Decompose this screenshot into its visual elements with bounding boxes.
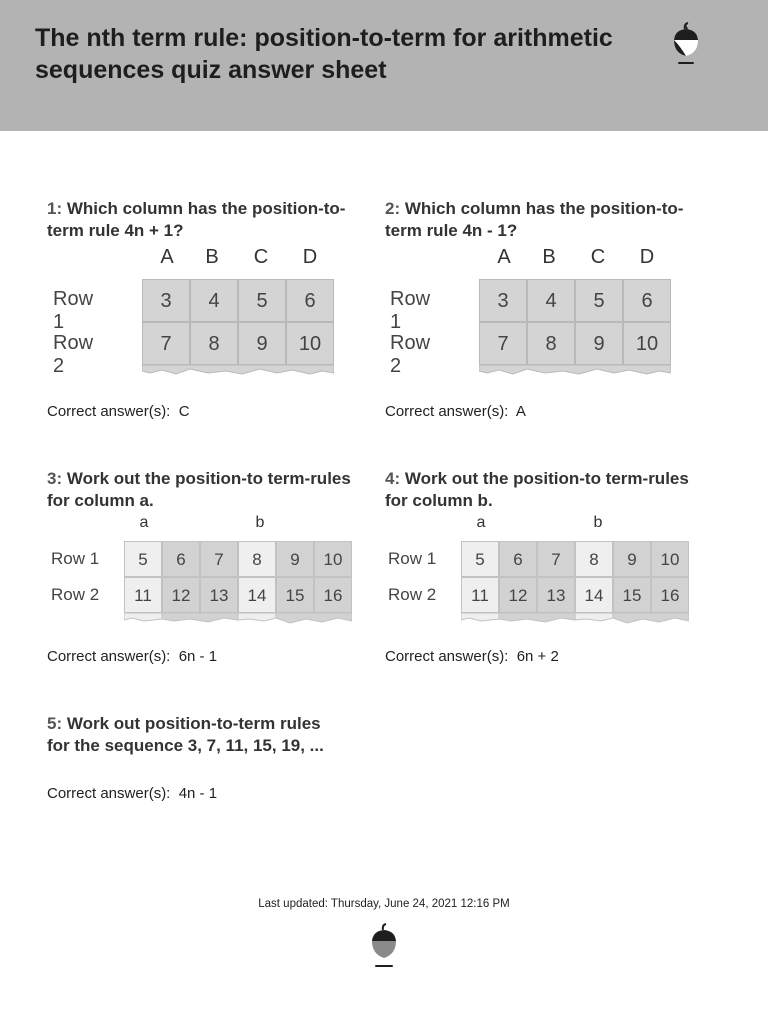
row-label: Row 2 bbox=[390, 332, 431, 377]
table-cell: 12 bbox=[499, 577, 537, 613]
table-cell: 9 bbox=[575, 322, 623, 365]
column-header: b bbox=[593, 514, 603, 531]
table-cell: 5 bbox=[238, 279, 286, 322]
table-cell: 4 bbox=[190, 279, 238, 322]
table-cell: 7 bbox=[142, 322, 190, 365]
question-number: 5: bbox=[47, 714, 63, 733]
column-header: a bbox=[139, 514, 149, 531]
correct-answer: Correct answer(s): 4n - 1 bbox=[47, 785, 218, 802]
table-cell: 10 bbox=[314, 541, 352, 577]
table-cell: 13 bbox=[537, 577, 575, 613]
torn-edge bbox=[461, 613, 689, 625]
row-label: Row 2 bbox=[51, 585, 100, 604]
row-label: Row 2 bbox=[53, 332, 94, 377]
header-banner bbox=[0, 0, 768, 131]
table-cell: 6 bbox=[623, 279, 671, 322]
correct-answer: Correct answer(s): 6n + 2 bbox=[385, 648, 559, 665]
table-cell: 10 bbox=[286, 322, 334, 365]
question-number: 1: bbox=[47, 199, 63, 218]
table-cell: 7 bbox=[479, 322, 527, 365]
correct-answer: Correct answer(s): 6n - 1 bbox=[47, 648, 218, 665]
table-cell: 15 bbox=[613, 577, 651, 613]
column-header: B bbox=[542, 246, 556, 268]
column-header: D bbox=[302, 246, 318, 268]
question-number: 4: bbox=[385, 469, 401, 488]
table-cell: 8 bbox=[190, 322, 238, 365]
question-5-text bbox=[47, 713, 347, 757]
question-3-text bbox=[47, 468, 357, 512]
column-header: b bbox=[255, 514, 265, 531]
table-cell: 15 bbox=[276, 577, 314, 613]
question-prompt: Work out the position-to term-rules for column a. bbox=[47, 469, 351, 510]
question-1-text bbox=[47, 198, 367, 242]
column-header: D bbox=[639, 246, 655, 268]
table-cell: 14 bbox=[575, 577, 613, 613]
column-header: A bbox=[160, 246, 174, 268]
table-cell: 9 bbox=[276, 541, 314, 577]
row-label: Row 1 bbox=[53, 288, 94, 333]
acorn-icon bbox=[367, 922, 401, 970]
table-cell: 8 bbox=[575, 541, 613, 577]
correct-answer: Correct answer(s): A bbox=[385, 403, 526, 420]
acorn-icon bbox=[669, 22, 703, 66]
table-cell: 5 bbox=[461, 541, 499, 577]
row-label: Row 1 bbox=[388, 549, 437, 568]
table-cell: 10 bbox=[623, 322, 671, 365]
question-prompt: Which column has the position-to-term rule 4n - 1? bbox=[385, 199, 684, 240]
question-2 bbox=[385, 198, 705, 242]
row-label: Row 1 bbox=[51, 549, 100, 568]
torn-edge bbox=[124, 613, 352, 625]
table-cell: 5 bbox=[575, 279, 623, 322]
question-prompt: Work out the position-to term-rules for column b. bbox=[385, 469, 689, 510]
question-number: 3: bbox=[47, 469, 63, 488]
column-header: B bbox=[205, 246, 219, 268]
question-prompt: Work out position-to-term rules for the sequence 3, 7, 11, 15, 19, ... bbox=[47, 714, 324, 755]
column-header: C bbox=[590, 246, 606, 268]
table-cell: 9 bbox=[238, 322, 286, 365]
table-cell: 5 bbox=[124, 541, 162, 577]
torn-edge bbox=[142, 365, 334, 377]
last-updated: Last updated: Thursday, June 24, 2021 12:16 PM bbox=[258, 898, 510, 910]
torn-edge bbox=[479, 365, 671, 377]
table-cell: 10 bbox=[651, 541, 689, 577]
question-2-text bbox=[385, 198, 705, 242]
table-cell: 13 bbox=[200, 577, 238, 613]
question-4 bbox=[385, 468, 695, 512]
column-header: A bbox=[497, 246, 511, 268]
question-5 bbox=[47, 713, 347, 757]
row-label: Row 1 bbox=[390, 288, 431, 333]
table-cell: 7 bbox=[537, 541, 575, 577]
table-cell: 11 bbox=[124, 577, 162, 613]
table-cell: 9 bbox=[613, 541, 651, 577]
table-cell: 11 bbox=[461, 577, 499, 613]
table-cell: 14 bbox=[238, 577, 276, 613]
table-cell: 4 bbox=[527, 279, 575, 322]
table-cell: 3 bbox=[479, 279, 527, 322]
question-3 bbox=[47, 468, 357, 512]
table-cell: 8 bbox=[238, 541, 276, 577]
table-cell: 3 bbox=[142, 279, 190, 322]
table-cell: 16 bbox=[314, 577, 352, 613]
question-4-text bbox=[385, 468, 695, 512]
table-cell: 8 bbox=[527, 322, 575, 365]
table-cell: 7 bbox=[200, 541, 238, 577]
question-1 bbox=[47, 198, 367, 242]
question-prompt: Which column has the position-to-term rule 4n + 1? bbox=[47, 199, 346, 240]
table-cell: 12 bbox=[162, 577, 200, 613]
table-cell: 16 bbox=[651, 577, 689, 613]
column-header: a bbox=[476, 514, 486, 531]
table-cell: 6 bbox=[286, 279, 334, 322]
question-number: 2: bbox=[385, 199, 401, 218]
row-label: Row 2 bbox=[388, 585, 437, 604]
correct-answer: Correct answer(s): C bbox=[47, 403, 190, 420]
table-cell: 6 bbox=[162, 541, 200, 577]
column-header: C bbox=[253, 246, 269, 268]
table-cell: 6 bbox=[499, 541, 537, 577]
page-title: The nth term rule: position-to-term for arithmetic sequences quiz answer sheet bbox=[35, 24, 613, 84]
